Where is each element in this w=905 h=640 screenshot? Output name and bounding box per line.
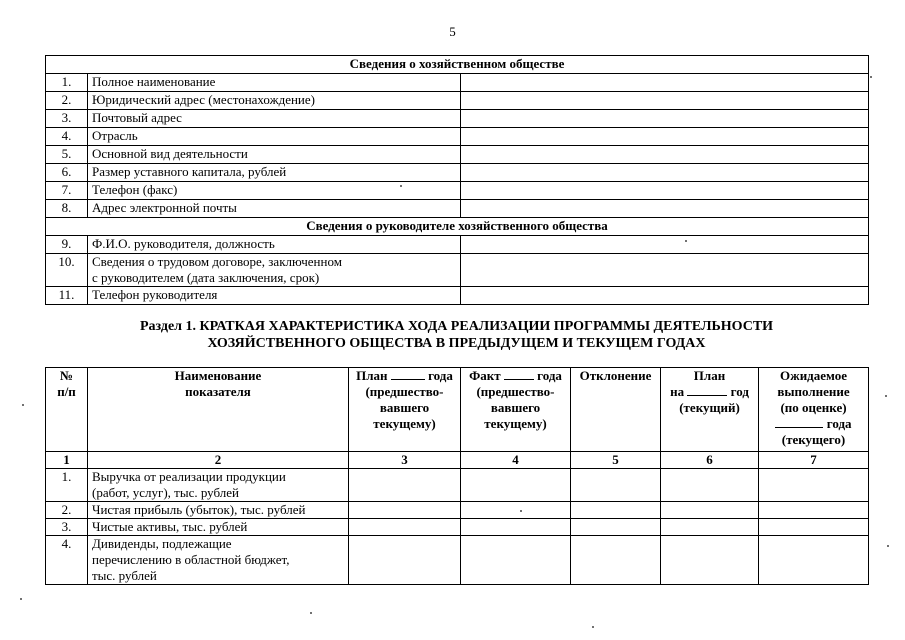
row-number: 4. xyxy=(46,536,88,585)
row-label: Основной вид деятельности xyxy=(88,146,461,164)
row-label: Отрасль xyxy=(88,128,461,146)
value-cell[interactable] xyxy=(571,519,661,536)
head-info-header: Сведения о руководителе хозяйственного общества xyxy=(46,218,869,236)
row-label: Чистые активы, тыс. рублей xyxy=(88,519,349,536)
section-title-line: ХОЗЯЙСТВЕННОГО ОБЩЕСТВА В ПРЕДЫДУЩЕМ И ТЕКУЩЕМ ГОДАХ xyxy=(207,336,706,351)
row-label-line: Дивиденды, подлежащие xyxy=(92,536,232,551)
section-title xyxy=(45,318,868,352)
row-label xyxy=(88,469,349,502)
scan-speck xyxy=(22,404,24,406)
value-cell[interactable] xyxy=(461,164,869,182)
row-number: 1. xyxy=(46,469,88,502)
header-text xyxy=(351,368,458,384)
table-row xyxy=(46,92,869,110)
column-number: 4 xyxy=(461,452,571,469)
table-row xyxy=(46,254,869,287)
header-text: План xyxy=(356,368,388,383)
value-cell[interactable] xyxy=(461,254,869,287)
row-number: 1. xyxy=(46,74,88,92)
row-number: 6. xyxy=(46,164,88,182)
row-number: 5. xyxy=(46,146,88,164)
table-row xyxy=(46,164,869,182)
value-cell[interactable] xyxy=(759,469,869,502)
column-numbers-row xyxy=(46,452,869,469)
blank-line xyxy=(775,416,823,428)
column-number: 2 xyxy=(88,452,349,469)
header-text: Ожидаемое xyxy=(780,368,847,383)
header-text: Факт xyxy=(469,368,501,383)
header-text: год xyxy=(730,384,749,399)
blank-line xyxy=(504,368,534,380)
header-text: (предшество- xyxy=(476,384,555,399)
value-cell[interactable] xyxy=(461,146,869,164)
value-cell[interactable] xyxy=(349,536,461,585)
row-label: Почтовый адрес xyxy=(88,110,461,128)
row-number: 10. xyxy=(46,254,88,287)
scan-speck xyxy=(887,545,889,547)
value-cell[interactable] xyxy=(461,236,869,254)
company-info-header: Сведения о хозяйственном обществе xyxy=(46,56,869,74)
table-row xyxy=(46,236,869,254)
value-cell[interactable] xyxy=(461,74,869,92)
row-label: Телефон руководителя xyxy=(88,287,461,305)
table-row xyxy=(46,287,869,305)
table-row xyxy=(46,128,869,146)
header-deviation xyxy=(571,368,661,452)
row-number: 7. xyxy=(46,182,88,200)
blank-line xyxy=(687,384,727,396)
value-cell[interactable] xyxy=(461,536,571,585)
header-text: года xyxy=(826,416,852,431)
value-cell[interactable] xyxy=(349,469,461,502)
value-cell[interactable] xyxy=(461,182,869,200)
header-text: года xyxy=(537,368,562,383)
row-label: Телефон (факс) xyxy=(88,182,461,200)
scan-speck xyxy=(592,626,594,628)
value-cell[interactable] xyxy=(461,519,571,536)
header-text: показателя xyxy=(185,384,251,399)
table-row xyxy=(46,502,869,519)
table-row xyxy=(46,519,869,536)
header-indicator-name xyxy=(88,368,349,452)
header-text: (по оценке) xyxy=(780,400,847,415)
table-row xyxy=(46,110,869,128)
table-row xyxy=(46,200,869,218)
row-label xyxy=(88,254,461,287)
header-text: (текущего) xyxy=(781,432,846,447)
value-cell[interactable] xyxy=(571,502,661,519)
scan-speck xyxy=(20,598,22,600)
row-label: Размер уставного капитала, рублей xyxy=(88,164,461,182)
value-cell[interactable] xyxy=(759,502,869,519)
value-cell[interactable] xyxy=(661,469,759,502)
header-text: текущему) xyxy=(373,416,436,431)
table-row xyxy=(46,74,869,92)
header-text: (предшество- xyxy=(365,384,444,399)
company-info-header-row xyxy=(46,56,869,74)
value-cell[interactable] xyxy=(461,502,571,519)
indicators-table xyxy=(45,367,869,585)
header-plan-previous xyxy=(349,368,461,452)
table-row xyxy=(46,146,869,164)
header-text: текущему) xyxy=(484,416,547,431)
header-text: Отклонение xyxy=(579,368,652,383)
value-cell[interactable] xyxy=(461,92,869,110)
indicators-header-row xyxy=(46,368,869,452)
row-number: 2. xyxy=(46,502,88,519)
company-info-table xyxy=(45,55,869,305)
value-cell[interactable] xyxy=(571,469,661,502)
row-number: 8. xyxy=(46,200,88,218)
row-label-line: с руководителем (дата заключения, срок) xyxy=(92,270,320,285)
row-label: Чистая прибыль (убыток), тыс. рублей xyxy=(88,502,349,519)
row-number: 2. xyxy=(46,92,88,110)
header-text xyxy=(761,416,866,432)
value-cell[interactable] xyxy=(461,469,571,502)
row-label-line: тыс. рублей xyxy=(92,568,157,583)
header-number xyxy=(46,368,88,452)
row-number: 3. xyxy=(46,110,88,128)
column-number: 3 xyxy=(349,452,461,469)
table-row xyxy=(46,536,869,585)
scan-speck xyxy=(685,240,687,242)
column-number: 7 xyxy=(759,452,869,469)
scan-speck xyxy=(870,76,872,78)
header-text: п/п xyxy=(57,384,76,399)
row-label: Адрес электронной почты xyxy=(88,200,461,218)
row-number: 11. xyxy=(46,287,88,305)
blank-line xyxy=(391,368,425,380)
scan-speck xyxy=(310,612,312,614)
value-cell[interactable] xyxy=(349,519,461,536)
value-cell[interactable] xyxy=(461,128,869,146)
row-number: 4. xyxy=(46,128,88,146)
header-text: вавшего xyxy=(490,400,541,415)
value-cell[interactable] xyxy=(661,502,759,519)
section-title-line: Раздел 1. КРАТКАЯ ХАРАКТЕРИСТИКА ХОДА РЕАЛИЗАЦИИ ПРОГРАММЫ ДЕЯТЕЛЬНОСТИ xyxy=(139,319,774,334)
value-cell[interactable] xyxy=(461,110,869,128)
table-row xyxy=(46,469,869,502)
header-text: года xyxy=(428,368,453,383)
column-number: 1 xyxy=(46,452,88,469)
row-label-line: перечислению в областной бюджет, xyxy=(92,552,290,567)
column-number: 5 xyxy=(571,452,661,469)
row-label-line: Сведения о трудовом договоре, заключенном xyxy=(92,254,342,269)
scan-speck xyxy=(400,185,402,187)
row-number: 3. xyxy=(46,519,88,536)
header-expected-execution xyxy=(759,368,869,452)
page-number: 5 xyxy=(449,24,456,39)
column-number: 6 xyxy=(661,452,759,469)
header-text: выполнение xyxy=(777,384,850,399)
row-label-line: Выручка от реализации продукции xyxy=(92,469,286,484)
value-cell[interactable] xyxy=(571,536,661,585)
row-label xyxy=(88,536,349,585)
header-text: № xyxy=(59,368,74,383)
header-text xyxy=(663,384,756,400)
header-text: (текущий) xyxy=(679,400,740,415)
table-row xyxy=(46,182,869,200)
header-text: План xyxy=(693,368,726,383)
value-cell[interactable] xyxy=(661,519,759,536)
row-label-line: (работ, услуг), тыс. рублей xyxy=(92,485,240,500)
value-cell[interactable] xyxy=(349,502,461,519)
header-fact-previous xyxy=(461,368,571,452)
row-label: Юридический адрес (местонахождение) xyxy=(88,92,461,110)
value-cell[interactable] xyxy=(461,287,869,305)
header-text: на xyxy=(670,384,685,399)
header-text: Наименование xyxy=(174,368,262,383)
header-text xyxy=(463,368,568,384)
value-cell[interactable] xyxy=(661,536,759,585)
row-number: 9. xyxy=(46,236,88,254)
value-cell[interactable] xyxy=(759,519,869,536)
scan-speck xyxy=(520,510,522,512)
head-info-header-row xyxy=(46,218,869,236)
value-cell[interactable] xyxy=(759,536,869,585)
scan-speck xyxy=(885,395,887,397)
header-text: вавшего xyxy=(379,400,430,415)
row-label: Полное наименование xyxy=(88,74,461,92)
row-label: Ф.И.О. руководителя, должность xyxy=(88,236,461,254)
value-cell[interactable] xyxy=(461,200,869,218)
header-plan-current xyxy=(661,368,759,452)
